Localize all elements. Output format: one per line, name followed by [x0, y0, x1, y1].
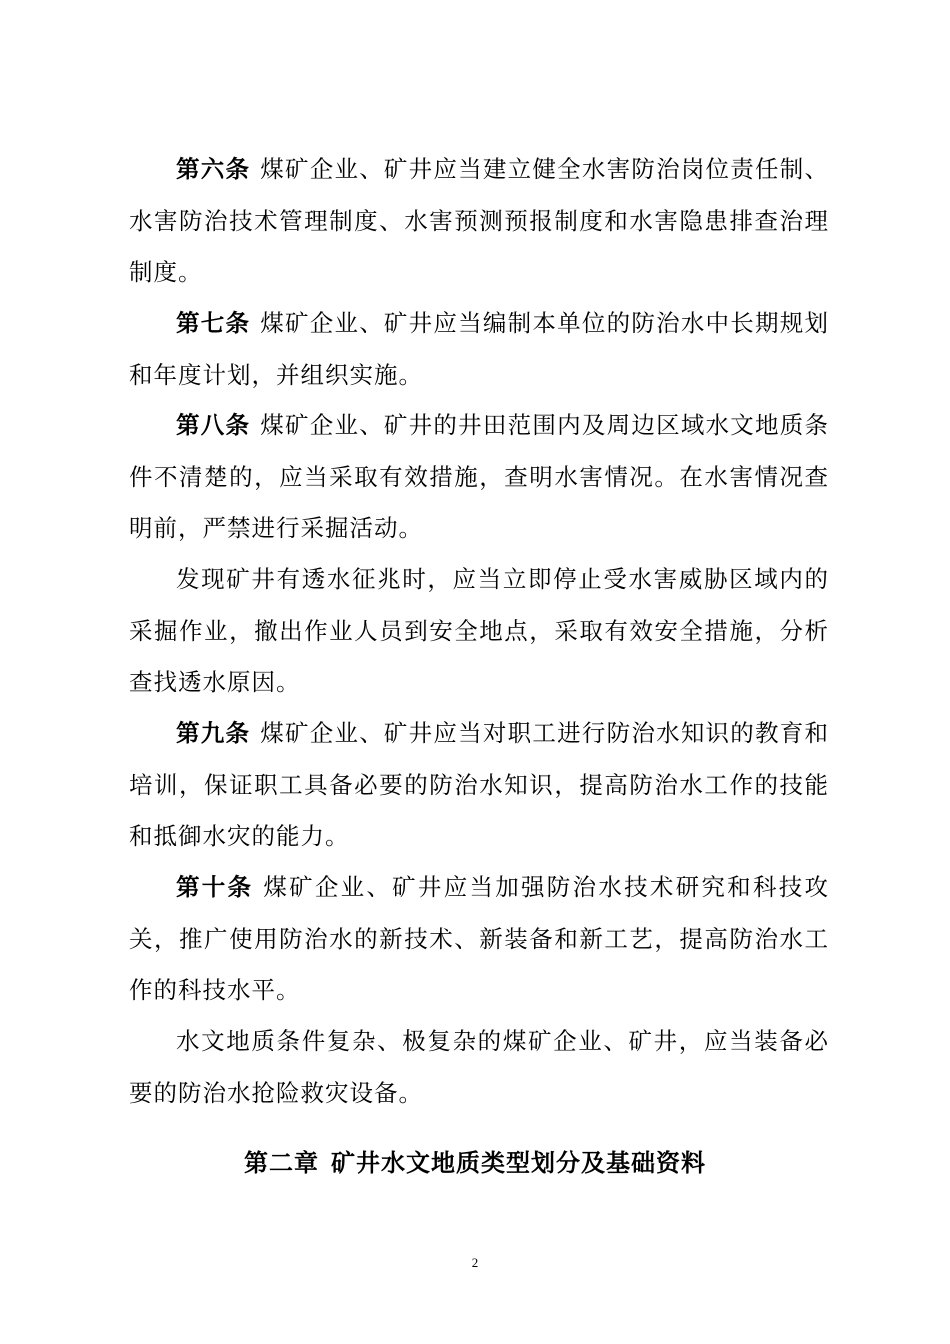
article-6-label: 第六条: [176, 155, 251, 183]
article-8-label: 第八条: [176, 411, 251, 439]
article-10-continuation-text: 水文地质条件复杂、极复杂的煤矿企业、矿井，应当装备必要的防治水抢险救灾设备。: [129, 1027, 829, 1107]
article-9-text: 煤矿企业、矿井应当对职工进行防治水知识的教育和培训，保证职工具备必要的防治水知识，提高防治水工作的技能和抵御水灾的能力。: [129, 719, 830, 850]
article-10-label: 第十条: [176, 873, 254, 901]
article-7-text: 煤矿企业、矿井应当编制本单位的防治水中长期规划和年度计划，并组织实施。: [129, 309, 830, 389]
chapter-title: 矿井水文地质类型划分及基础资料: [331, 1149, 706, 1177]
article-10-paragraph: [129, 862, 829, 1017]
chapter-heading: [0, 1143, 950, 1178]
article-6-paragraph: [129, 144, 829, 299]
article-8-continuation-text: 发现矿井有透水征兆时，应当立即停止受水害威胁区域内的采掘作业，撤出作业人员到安全地点，采取有效安全措施，分析查找透水原因。: [129, 565, 829, 696]
article-7-label: 第七条: [176, 309, 251, 337]
page-number: 2: [471, 1255, 479, 1270]
chapter-number: 第二章: [244, 1149, 319, 1177]
article-8-continuation-paragraph: [129, 554, 829, 709]
article-8-paragraph: [129, 400, 829, 555]
article-10-continuation-paragraph: [129, 1016, 829, 1119]
article-9-label: 第九条: [176, 719, 251, 747]
article-9-paragraph: [129, 708, 829, 863]
article-6-text: 煤矿企业、矿井应当建立健全水害防治岗位责任制、水害防治技术管理制度、水害预测预报制度和水害隐患排查治理制度。: [129, 155, 830, 286]
article-8-text: 煤矿企业、矿井的井田范围内及周边区域水文地质条件不清楚的，应当采取有效措施，查明水害情况。在水害情况查明前，严禁进行采掘活动。: [129, 411, 830, 542]
article-7-paragraph: [129, 298, 829, 401]
article-10-text: 煤矿企业、矿井应当加强防治水技术研究和科技攻关，推广使用防治水的新技术、新装备和新工艺，提高防治水工作的科技水平。: [129, 873, 829, 1004]
